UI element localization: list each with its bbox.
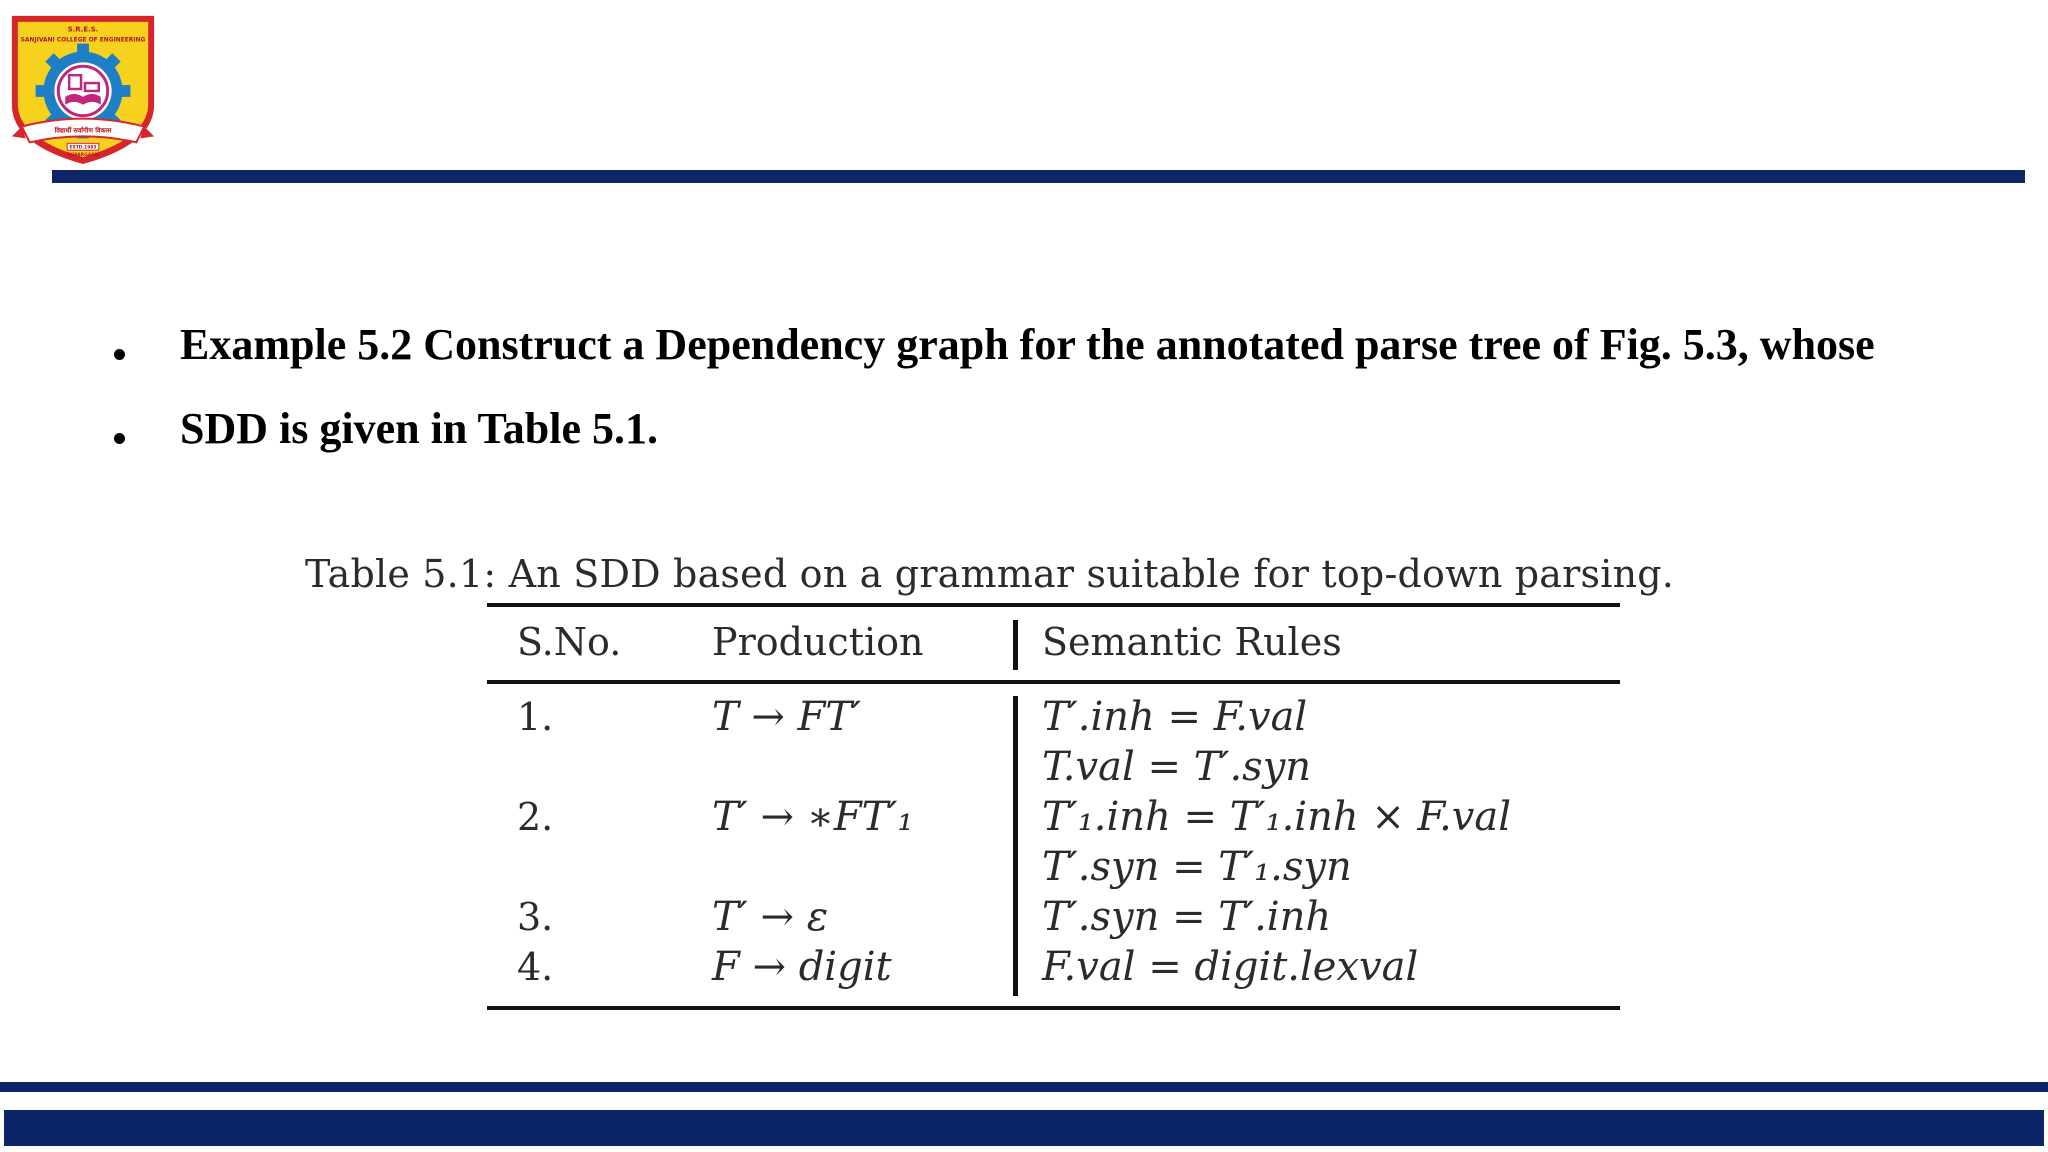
bullet-text: SDD is given in Table 5.1. [180,404,659,453]
row-4-production: F → digit [712,944,892,990]
row-4-sno: 4. [517,945,554,989]
logo-place-text: KOPARGAON [67,153,99,159]
bullet-list [108,312,1875,480]
row-1-rule-1: T′.inh = F.val [1042,694,1308,740]
bullet-dot-icon [114,349,125,360]
header-production: Production [712,620,924,664]
row-2-rule-1: T′₁.inh = T′₁.inh × F.val [1042,794,1512,840]
table-header-divider [1013,620,1018,670]
logo-college-text: SANJIVANI COLLEGE OF ENGINEERING [20,37,146,44]
table-header-rule [487,680,1620,684]
table-caption: Table 5.1: An SDD based on a grammar suitable for top-down parsing. [305,552,1675,596]
bullet-dot-icon [114,433,125,444]
footer-bar [4,1110,2044,1146]
row-3-rule-1: T′.syn = T′.inh [1042,894,1332,940]
bullet-text: Example 5.2 Construct a Dependency graph for the annotated parse tree of Fig. 5.3, whose [180,320,1875,369]
sdd-table [487,603,1620,1013]
row-3-sno: 3. [517,895,554,939]
bullet-item [108,312,1875,396]
row-4-rule-1: F.val = digit.lexval [1042,944,1419,990]
row-2-production: T′ → ∗FT′₁ [712,794,914,840]
logo-estd-text: ESTD.1983 [69,145,97,151]
row-1-production: T → FT′ [712,694,862,740]
row-1-sno: 1. [517,695,554,739]
table-bottom-rule [487,1006,1620,1010]
header-divider [52,170,2025,183]
table-body-divider [1013,696,1018,996]
row-1-rule-2: T.val = T′.syn [1042,744,1312,790]
table-top-rule [487,603,1620,607]
logo-motto-text: विद्यार्थी सर्वांगीण विकास [54,126,112,135]
row-2-rule-2: T′.syn = T′₁.syn [1042,844,1352,890]
logo-org-text: S.R.E.S. [67,25,99,34]
footer-divider-thin [0,1082,2048,1092]
header-sno: S.No. [517,620,622,664]
row-2-sno: 2. [517,795,554,839]
college-logo [2,10,164,168]
header-semantic-rules: Semantic Rules [1042,620,1342,664]
row-3-production: T′ → ε [712,894,829,940]
bullet-item [108,396,1875,480]
